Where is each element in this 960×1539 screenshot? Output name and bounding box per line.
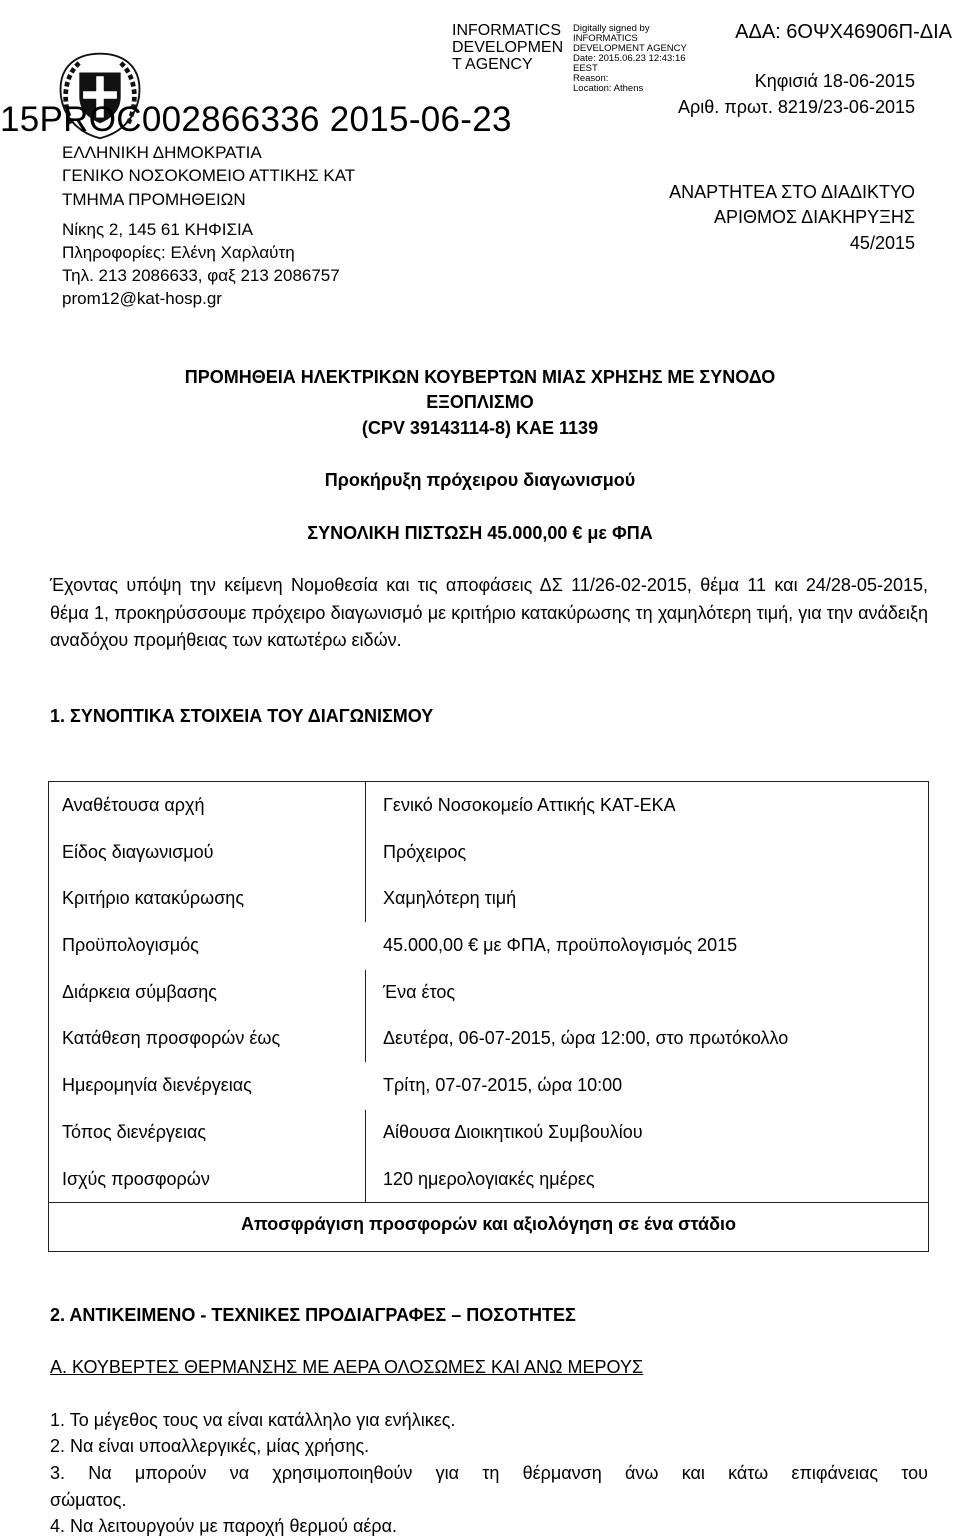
section2-title: 2. ΑΝΤΙΚΕΙΜΕΝΟ - ΤΕΧΝΙΚΕΣ ΠΡΟΔΙΑΓΡΑΦΕΣ – ΠΟΣΟΤΗΤΕΣ (50, 1305, 576, 1325)
subtitle: Προκήρυξη πρόχειρου διαγωνισμού (324, 470, 636, 490)
signature-line: Reason: (573, 73, 609, 84)
contact-line: Τηλ. 213 2086633, φαξ 213 2086757 (62, 266, 340, 285)
total-budget: ΣΥΝΟΛΙΚΗ ΠΙΣΤΩΣΗ 45.000,00 € με ΦΠΑ (307, 523, 653, 543)
table-row-label: Ημερομηνία διενέργειας (62, 1075, 252, 1095)
list-item: 4. Να λειτουργούν με παροχή θερμού αέρα. (50, 1516, 398, 1536)
list-item: 2. Να είναι υποαλλεργικές, μίας χρήσης. (50, 1436, 370, 1456)
title-line: ΕΞΟΠΛΙΣΜΟ (426, 392, 534, 412)
notice-line: ΑΝΑΡΤΗΤΕΑ ΣΤΟ ΔΙΑΔΙΚΤΥΟ (669, 182, 915, 202)
table-row-label: Είδος διαγωνισμού (62, 842, 214, 862)
contact-line: Νίκης 2, 145 61 ΚΗΦΙΣΙΑ (62, 220, 254, 239)
table-row-value: Αίθουσα Διοικητικού Συμβουλίου (383, 1122, 643, 1142)
signature-organization: INFORMATICS DEVELOPMEN T AGENCY (452, 22, 564, 73)
table-footer: Αποσφράγιση προσφορών και αξιολόγηση σε ένα στάδιο (241, 1214, 736, 1234)
subsection-a-title: Α. ΚΟΥΒΕΡΤΕΣ ΘΕΡΜΑΝΣΗΣ ΜΕ ΑΕΡΑ ΟΛΟΣΩΜΕΣ ΚΑΙ ΑΝΩ ΜΕΡΟΥΣ (50, 1357, 644, 1377)
signature-line: DEVELOPMENT AGENCY (573, 43, 687, 54)
notice-number: 45/2015 (849, 233, 915, 253)
intro-paragraph: Έχοντας υπόψη την κείμενη Νομοθεσία και τις αποφάσεις ΔΣ 11/26-02-2015, θέμα 11 και 24/28-05-2015, θέμα 1, προκηρύσσουμε πρόχειρο διαγωνισμό με κριτήριο κατακύρωσης τη χαμηλότερη τιμή, για την ανάδειξη αναδόχου προμήθειας των κατωτέρω ειδών. (50, 575, 928, 650)
table-row-value: Τρίτη, 07-07-2015, ώρα 10:00 (383, 1075, 623, 1095)
table-row-value: Ένα έτος (383, 982, 456, 1002)
header-line: ΓΕΝΙΚΟ ΝΟΣΟΚΟΜΕΙΟ ΑΤΤΙΚΗΣ ΚΑΤ (62, 166, 356, 185)
list-item-continuation: σώματος. (50, 1490, 127, 1510)
title-line: (CPV 39143114-8) ΚΑΕ 1139 (361, 418, 599, 438)
table-row-label: Τόπος διενέργειας (62, 1122, 207, 1142)
table-row-value: Γενικό Νοσοκομείο Αττικής ΚΑΤ-ΕΚΑ (383, 795, 676, 815)
notice-line: ΑΡΙΘΜΟΣ ΔΙΑΚΗΡΥΞΗΣ (713, 207, 915, 227)
summary-table (48, 781, 929, 1252)
header-line: ΤΜΗΜΑ ΠΡΟΜΗΘΕΙΩΝ (62, 190, 246, 209)
table-row-label: Προϋπολογισμός (62, 935, 199, 955)
signature-line: EEST (573, 63, 598, 74)
contact-line: Πληροφορίες: Ελένη Χαρλαύτη (62, 243, 295, 262)
table-row-value: 45.000,00 € με ΦΠΑ, προϋπολογισμός 2015 (383, 935, 738, 955)
contact-email: prom12@kat-hosp.gr (62, 289, 222, 308)
signature-line: Location: Athens (573, 83, 644, 94)
table-row-label: Αναθέτουσα αρχή (62, 795, 205, 815)
table-row-value: Χαμηλότερη τιμή (383, 888, 517, 908)
table-row-value: Δευτέρα, 06-07-2015, ώρα 12:00, στο πρωτόκολλο (383, 1028, 789, 1048)
table-row-value: 120 ημερολογιακές ημέρες (383, 1169, 595, 1189)
list-item: 1. Το μέγεθος τους να είναι κατάλληλο για ενήλικες. (50, 1410, 456, 1430)
table-row-label: Κριτήριο κατακύρωσης (62, 888, 244, 908)
table-row-value: Πρόχειρος (383, 842, 467, 862)
signature-line: Digitally signed by (573, 23, 650, 34)
title-line: ΠΡΟΜΗΘΕΙΑ ΗΛΕΚΤΡΙΚΩΝ ΚΟΥΒΕΡΤΩΝ ΜΙΑΣ ΧΡΗΣΗΣ ΜΕ ΣΥΝΟΔΟ (184, 367, 776, 387)
ada-code: ΑΔΑ: 6ΟΨΧ46906Π-ΔΙΑ (735, 21, 952, 43)
table-rule (49, 1202, 928, 1203)
signature-line: INFORMATICS (573, 33, 638, 44)
list-item: 3. Να μπορούν να χρησιμοποιηθούν για τη θέρμανση άνω και κάτω επιφάνειας του (50, 1463, 928, 1483)
header-line: ΕΛΛΗΝΙΚΗ ΔΗΜΟΚΡΑΤΙΑ (62, 143, 262, 162)
table-divider (365, 782, 366, 922)
table-divider (365, 1110, 366, 1202)
table-row-label: Διάρκεια σύμβασης (62, 982, 217, 1002)
protocol-number: Αριθ. πρωτ. 8219/23-06-2015 (678, 97, 915, 117)
table-row-label: Ισχύς προσφορών (62, 1169, 210, 1189)
signature-line: Date: 2015.06.23 12:43:16 (573, 53, 686, 64)
section1-title: 1. ΣΥΝΟΠΤΙΚΑ ΣΤΟΙΧΕΙΑ ΤΟΥ ΔΙΑΓΩΝΙΣΜΟΥ (50, 706, 434, 726)
table-divider (365, 970, 366, 1062)
signature-details (573, 24, 698, 94)
protocol-stamp: 15PROC002866336 2015-06-23 (0, 100, 512, 139)
table-row-label: Κατάθεση προσφορών έως (62, 1028, 281, 1048)
place-date: Κηφισιά 18-06-2015 (754, 71, 915, 91)
